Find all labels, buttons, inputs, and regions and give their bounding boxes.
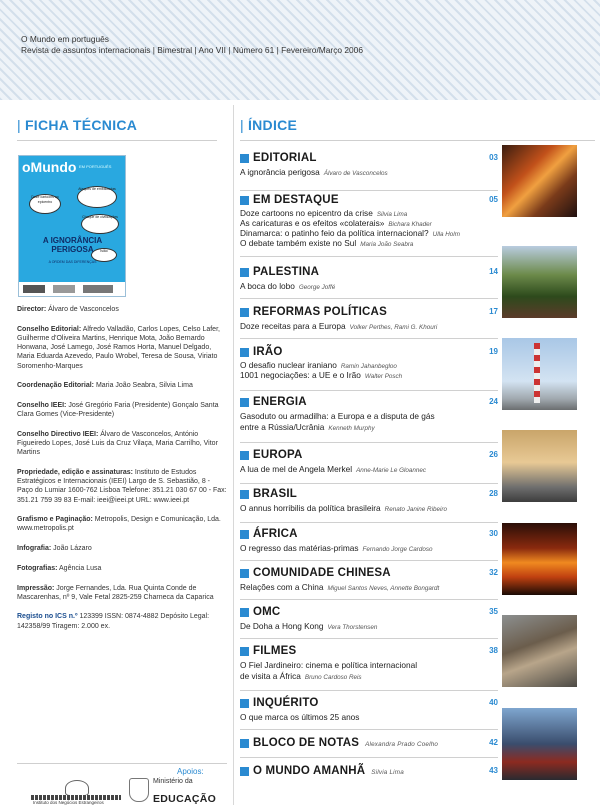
cover-headline: A IGNORÂNCIA PERIGOSA [42,236,103,254]
bullet-square-icon [240,451,249,460]
divider [240,140,595,141]
speech-bubble: Ataques de embaixadas [77,186,117,208]
toc-entry-europa[interactable] [240,449,498,487]
apoios-label: Apoios: [177,767,204,776]
toc-page-number: 30 [489,529,498,538]
toc-page-number: 14 [489,267,498,276]
bullet-square-icon [240,268,249,277]
ministerio-educacao-logo [129,776,229,806]
toc-article: O Fiel Jardineiro: cinema e política internacional [240,660,418,670]
credit-item: Fotografias: Agência Lusa [17,564,102,572]
toc-entry-editorial[interactable] [240,152,498,192]
ine-logo [31,780,121,805]
toc-entry-title: BLOCO DE NOTAS Alexandra Prado Coelho [253,737,439,749]
divider [240,483,498,484]
toc-author: Alexandra Prado Coelho [365,741,439,748]
bullet-square-icon [240,608,249,617]
toc-entry-title: IRÃO [253,346,283,358]
toc-page-number: 32 [489,568,498,577]
cover-subline: A ORDEM DAS DIFERENÇAS [48,260,97,264]
toc-entry-bloco-de-notas[interactable] [240,737,498,765]
ficha-tecnica-heading: | FICHA TÉCNICA [17,117,138,133]
credit-item: Conselho IEEI: José Gregório Faria (Presidente) Gonçalo Santa Clara Gomes (Vice-Presidente) [17,401,219,419]
divider [240,256,498,257]
photo-rubble [502,615,577,687]
toc-page-number: 03 [489,153,498,162]
toc-entry-title: ENERGIA [253,396,307,408]
toc-article: entre a Rússia/Ucrânia Kenneth Murphy [240,422,375,432]
toc-entry-title: REFORMAS POLÍTICAS [253,306,387,318]
toc-entry-title: EDITORIAL [253,152,317,164]
cover-footer-logo [53,285,75,293]
divider [240,599,498,600]
cover-logo-sub: EM PORTUGUÊS [79,164,112,169]
toc-article: Gasoduto ou armadilha: a Europa e a disputa de gás [240,411,435,421]
toc-entry-irao[interactable] [240,346,498,396]
bullet-square-icon [240,647,249,656]
toc-entry-title: OMC [253,606,281,618]
toc-entry-title: EUROPA [253,449,303,461]
bullet-square-icon [240,739,249,748]
toc-author: Silvia Lima [371,769,404,776]
cover-footer [19,282,125,296]
speech-bubble: Islão [91,248,117,262]
column-divider [233,105,234,805]
divider [240,638,498,639]
masthead-band [0,0,600,100]
toc-article: As caricaturas e os efeitos «colaterais» Bichara Khader [240,218,432,228]
magazine-cover [18,155,126,297]
speech-bubble: Choque de civilizações [81,214,119,234]
toc-entry-brasil[interactable] [240,488,498,528]
speech-bubble: Doze cartoons no epicentro [29,194,61,214]
credits-block [17,305,227,641]
toc-page-number: 24 [489,397,498,406]
toc-entry-comunidade-chinesa[interactable] [240,567,498,605]
toc-entry-title: EM DESTAQUE [253,194,339,206]
bullet-square-icon [240,154,249,163]
toc-article: O debate também existe no Sul Maria João Seabra [240,238,414,248]
photo-crowd-flags [502,246,577,318]
ine-logo-text: Instituto dos Negócios Estrangeiros [33,800,104,805]
toc-entry-energia[interactable] [240,396,498,446]
toc-entry-title: ÁFRICA [253,528,298,540]
toc-page-number: 40 [489,698,498,707]
credit-item: Registo no ICS n.º 123399 ISSN: 0874-4882 Depósito Legal: 142358/99 Tiragem: 2.000 ex. [17,613,210,630]
divider [240,757,498,758]
masthead-text [21,34,581,56]
divider [240,690,498,691]
ficha-tecnica-column [17,100,230,812]
cover-footer-logo [23,285,45,293]
toc-article: Dinamarca: o patinho feio da política internacional? Ulla Holm [240,228,460,238]
bullet-square-icon [240,196,249,205]
divider [17,763,227,764]
toc-article: A boca do lobo George Joffé [240,281,336,291]
toc-page-number: 17 [489,307,498,316]
divider [240,729,498,730]
toc-page-number: 38 [489,646,498,655]
bullet-square-icon [240,569,249,578]
divider [240,560,498,561]
cover-footer-logo [83,285,113,293]
toc-article: 1001 negociações: a UE e o Irão Walter Posch [240,370,403,380]
divider [240,298,498,299]
indice-column [240,100,600,812]
toc-entry-reformas-politicas[interactable] [240,306,498,344]
divider [240,338,498,339]
credit-item: Impressão: Jorge Fernandes, Lda. Rua Quinta Conde de Mascarenhas, nº 9, Vale Fetal 2825-259 Charneca da Caparica [17,584,214,601]
toc-entry-em-destaque[interactable] [240,194,498,264]
chimney-shape [534,343,540,403]
divider [240,390,498,391]
toc-page-number: 42 [489,738,498,747]
bullet-square-icon [240,398,249,407]
toc-article: Doze cartoons no epicentro da crise Silvia Lima [240,208,408,218]
cover-logo: oMundo [22,159,77,175]
credit-item: Director: Álvaro de Vasconcelos [17,306,119,313]
credit-item: Grafismo e Paginação: Metropolis, Design e Comunicação, Lda. www.metropolis.pt [17,516,221,533]
toc-entry-title: COMUNIDADE CHINESA [253,567,391,579]
bullet-square-icon [240,308,249,317]
credit-item: Conselho Editorial: Alfredo Valladão, Carlos Lopes, Celso Lafer, Guilherme d'Oliveira Martins, Henrique Mota, João Bernardo Honwana, José Lamego, José Ramos Horta, Manuel Delgado, Maria Eduarda Azevedo, Paulo Wrobel, Teresa de Sousa, Viriato Soromenho-Marques [17,325,220,370]
photo-protest-fire [502,145,577,217]
toc-entry-title: PALESTINA [253,266,320,278]
bullet-square-icon [240,767,249,776]
bullet-square-icon [240,490,249,499]
credit-item: Conselho Directivo IEEI: Álvaro de Vasconcelos, António Figueiredo Lopes, José Luis da Cruz Vilaça, Maria Carrilho, Vitor Martins [17,430,218,457]
toc-article: O annus horribilis da política brasileira Renato Janine Ribeiro [240,503,447,513]
toc-article: O regresso das matérias-primas Fernando Jorge Cardoso [240,543,433,553]
ministerio-text: Ministério da [153,778,193,785]
bullet-square-icon [240,348,249,357]
toc-page-number: 35 [489,607,498,616]
crest-icon [129,778,149,802]
toc-article: Doze receitas para a Europa Volker Perthes, Rami G. Khouri [240,321,438,331]
toc-article: A lua de mel de Angela Merkel Anne-Marie Le Gloannec [240,464,427,474]
bullet-square-icon [240,699,249,708]
toc-article: O que marca os últimos 25 anos [240,712,360,722]
toc-entry-title: FILMES [253,645,297,657]
toc-entry-title: INQUÉRITO [253,697,319,709]
toc-entry-palestina[interactable] [240,266,498,306]
divider [17,140,217,141]
toc-page-number: 43 [489,766,498,775]
toc-article: A ignorância perigosa Álvaro de Vasconcelos [240,167,388,177]
toc-entry-filmes[interactable] [240,645,498,695]
divider [240,442,498,443]
toc-article: De Doha a Hong Kong Vera Thorstensen [240,621,378,631]
seal-icon [65,780,89,796]
toc-page-number: 26 [489,450,498,459]
photo-power-plant [502,338,577,410]
bullet-square-icon [240,530,249,539]
toc-entry-title: BRASIL [253,488,298,500]
toc-entry-inquerito[interactable] [240,697,498,735]
masthead-title: O Mundo em português [21,34,109,44]
photo-angela-merkel [502,430,577,502]
photo-ground-zero [502,708,577,780]
toc-entry-africa[interactable] [240,528,498,566]
divider [240,522,498,523]
educacao-text: EDUCAÇÃO [153,793,217,805]
toc-page-number: 19 [489,347,498,356]
masthead-issue: Revista de assuntos internacionais | Bimestral | Ano VII | Número 61 | Fevereiro/Março 2006 [21,45,364,55]
toc-article: de visita a África Bruno Cardoso Reis [240,671,362,681]
toc-article: O desafio nuclear iraniano Ramin Jahanbegloo [240,360,397,370]
indice-heading: | ÍNDICE [240,117,298,133]
toc-entry-omc[interactable] [240,606,498,644]
photo-fire-africa [502,523,577,595]
toc-article: Relações com a China Miguel Santos Neves, Annette Bongardt [240,582,440,592]
credit-item: Propriedade, edição e assinaturas: Instituto de Estudos Estratégicos e Internacionais (IEEI) Largo de S. Sebastião, 8 - Paço do Lumiar 1600-762 Lisboa Telefone: 351.21 030 67 00 - Fax: 351.21 759 39 83 E-mail: ieei@ieei.pt URL: www.ieei.pt [17,468,227,504]
toc-entry-title: O MUNDO AMANHÃ Silvia Lima [253,765,404,777]
toc-page-number: 05 [489,195,498,204]
divider [240,190,498,191]
toc-page-number: 28 [489,489,498,498]
credit-item: Infografia: João Lázaro [17,545,92,553]
credit-item: Coordenação Editorial: Maria João Seabra, Silvia Lima [17,382,193,390]
toc-entry-o-mundo-amanha[interactable] [240,765,498,793]
